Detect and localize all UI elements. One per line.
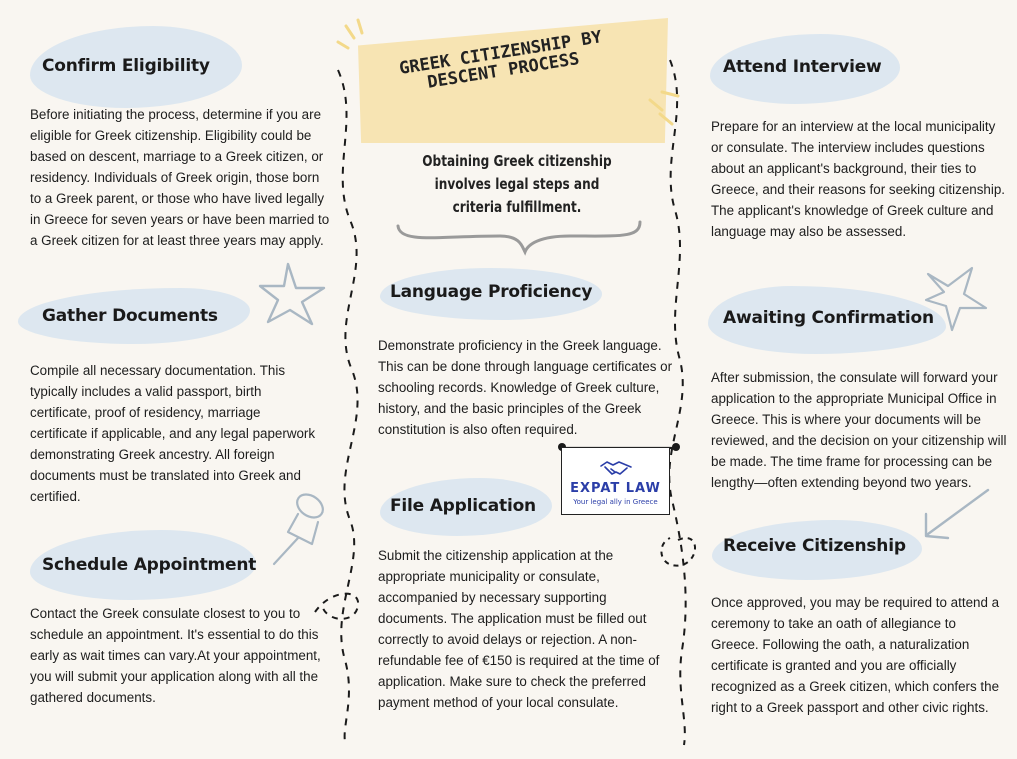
confirm-eligibility-text: Before initiating the process, determine if you are eligible for Greek citizenship. Eligibility could be based on descent, marriage to a Greek citizen, or residency. Individuals of Greek origin, those born to a Greek parent, or those who have lived legally in Greece for seven years or have been married to a Greek citizen for at least three years may apply. <box>30 107 330 248</box>
language-proficiency-heading: Language Proficiency <box>390 282 593 302</box>
schedule-appointment-text: Contact the Greek consulate closest to you to schedule an appointment. It's essential to do this early as wait times can vary.At your appointment, you will submit your application along with all the gathered documents. <box>30 606 321 705</box>
receive-citizenship-text: Once approved, you may be required to attend a ceremony to take an oath of allegiance to Greece. Following the oath, a naturalization certificate is granted and you are officially recognized as a Greek citizen, which confers the right to a Greek passport and other civic rights. <box>711 595 1000 715</box>
expat-law-logo <box>561 447 670 515</box>
language-proficiency-text: Demonstrate proficiency in the Greek language. This can be done through language certificates or schooling records. Knowledge of Greek culture, history, and the basic principles of the Greek constitution is also often required. <box>378 338 673 437</box>
page-subtitle: Obtaining Greek citizenship involves legal steps and criteria fulfillment. <box>422 152 612 216</box>
receive-citizenship-heading: Receive Citizenship <box>723 536 906 556</box>
file-application-heading: File Application <box>390 496 536 516</box>
file-application-text: Submit the citizenship application at the appropriate municipality or consulate, accompanied by necessary supporting documents. The application must be filled out correctly to avoid delays or rejection. A non-refundable fee of €150 is required at the time of application. Make sure to check the preferred payment method of your local consulate. <box>378 548 660 710</box>
logo-tagline: Your legal ally in Greece <box>573 498 658 506</box>
schedule-appointment-heading: Schedule Appointment <box>42 555 257 575</box>
gather-documents-text: Compile all necessary documentation. This typically includes a valid passport, birth certificate, proof of residency, marriage certificate if applicable, and any legal paperwork demonstrating Greek ancestry. All foreign documents must be translated into Greek and certified. <box>30 363 316 504</box>
handshake-icon <box>599 458 633 478</box>
awaiting-confirmation-text: After submission, the consulate will forward your application to the appropriate Municipal Office in Greece. This is where your documents will be reviewed, and the decision on your citizenship will be made. The time frame for processing can be lengthy—often extending beyond two years. <box>711 370 1007 490</box>
attend-interview-text: Prepare for an interview at the local municipality or consulate. The interview includes questions about an applicant's background, their ties to Greece, and their reasons for seeking citizenship. The applicant's knowledge of Greek culture and language may also be assessed. <box>711 119 1006 239</box>
arrow-icon <box>918 484 998 544</box>
confirm-eligibility-heading: Confirm Eligibility <box>42 56 210 76</box>
gather-documents-heading: Gather Documents <box>42 306 218 326</box>
star-icon <box>258 258 338 328</box>
awaiting-confirmation-heading: Awaiting Confirmation <box>723 308 934 328</box>
pushpin-icon <box>268 488 338 568</box>
page-title: GREEK CITIZENSHIP BY DESCENT PROCESS <box>397 27 604 93</box>
attend-interview-heading: Attend Interview <box>723 57 882 77</box>
logo-name: EXPAT LAW <box>570 481 661 496</box>
